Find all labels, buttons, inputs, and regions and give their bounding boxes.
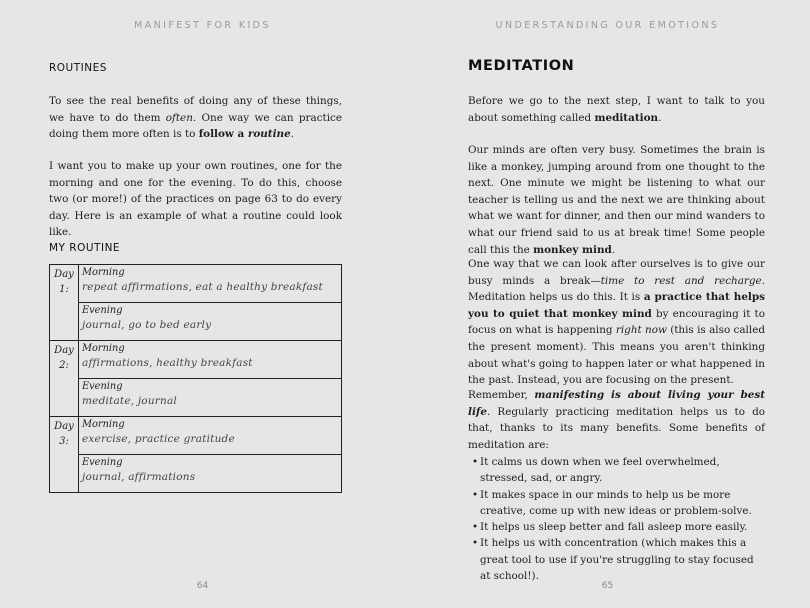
evening-activities: journal, affirmations bbox=[82, 471, 196, 483]
bullet-icon: • bbox=[472, 488, 479, 501]
list-item: • It helps us with concentration (which makes this a great tool to use if you're struggling to stay focused at school!). bbox=[472, 537, 754, 583]
bullet-icon: • bbox=[472, 537, 479, 550]
my-routine-heading: MY ROUTINE bbox=[49, 242, 121, 254]
evening-slot bbox=[79, 455, 341, 493]
day-label: Day 3: bbox=[50, 417, 79, 492]
running-head-left: MANIFEST FOR KIDS bbox=[134, 20, 271, 31]
meditation-paragraph-4: Remember, manifesting is about living your best life. Regularly practicing meditation helps us to do that, thanks to its many benefits. Some benefits of meditation are: bbox=[468, 389, 765, 451]
routines-paragraph-1: To see the real benefits of doing any of these things, we have to do them often. One way we can practice doing them more often is to follow a routine. bbox=[49, 95, 342, 141]
day-label: Day 2: bbox=[50, 341, 79, 416]
routine-day-3 bbox=[50, 417, 341, 492]
evening-slot bbox=[79, 379, 341, 417]
evening-activities: meditate, journal bbox=[82, 395, 177, 407]
list-item: • It makes space in our minds to help us be more creative, come up with new ideas or problem-solve. bbox=[472, 488, 752, 517]
morning-slot bbox=[79, 341, 341, 379]
routine-table bbox=[49, 264, 342, 493]
morning-activities: affirmations, healthy breakfast bbox=[82, 357, 253, 369]
meditation-paragraph-2: Our minds are often very busy. Sometimes the brain is like a monkey, jumping around from one thought to the next. One minute we might be listening to what our teacher is telling us and the next we are thinking about what we want for dinner, and then our mind wanders to what our friend said to us at break time! Some people call this the monkey mind. bbox=[468, 144, 765, 256]
benefits-list bbox=[472, 454, 762, 584]
running-head-right: UNDERSTANDING OUR EMOTIONS bbox=[495, 20, 720, 31]
routines-paragraph-2: I want you to make up your own routines, one for the morning and one for the evening. To do this, choose two (or more!) of the practices on page 63 to do every day. Here is an example of what a routine could look like. bbox=[49, 160, 342, 239]
evening-activities: journal, go to bed early bbox=[82, 319, 212, 331]
list-item: • It helps us sleep better and fall asleep more easily. bbox=[472, 519, 762, 535]
morning-label: Morning bbox=[82, 267, 125, 278]
bullet-icon: • bbox=[472, 456, 479, 468]
morning-label: Morning bbox=[82, 419, 125, 430]
meditation-paragraph-3: One way that we can look after ourselves is to give our busy minds a break—time to rest and recharge. Meditation helps us do this. It is a practice that helps you to quiet that monkey mind by encouraging it to focus on what is happening right now (this is also called the present moment). This means you aren't thinking about what's going to happen later or what happened in the past. Instead, you are focusing on the present. bbox=[468, 258, 765, 387]
routine-day-2 bbox=[50, 341, 341, 417]
bullet-icon: • bbox=[472, 521, 479, 534]
evening-label: Evening bbox=[82, 305, 123, 316]
list-item: • It calms us down when we feel overwhelmed, stressed, sad, or angry. bbox=[472, 456, 720, 485]
meditation-heading: MEDITATION bbox=[468, 58, 575, 74]
evening-label: Evening bbox=[82, 381, 123, 392]
morning-activities: exercise, practice gratitude bbox=[82, 433, 235, 445]
morning-slot bbox=[79, 417, 341, 455]
morning-slot bbox=[79, 265, 341, 303]
page-number-left: 64 bbox=[196, 581, 209, 591]
routines-heading: ROUTINES bbox=[49, 62, 107, 74]
morning-activities: repeat affirmations, eat a healthy breakfast bbox=[82, 281, 323, 293]
day-label: Day 1: bbox=[50, 265, 79, 340]
evening-label: Evening bbox=[82, 457, 123, 468]
routine-day-1 bbox=[50, 265, 341, 341]
page-number-right: 65 bbox=[601, 581, 614, 591]
morning-label: Morning bbox=[82, 343, 125, 354]
meditation-paragraph-1: Before we go to the next step, I want to talk to you about something called meditation. bbox=[468, 95, 765, 124]
evening-slot bbox=[79, 303, 341, 341]
